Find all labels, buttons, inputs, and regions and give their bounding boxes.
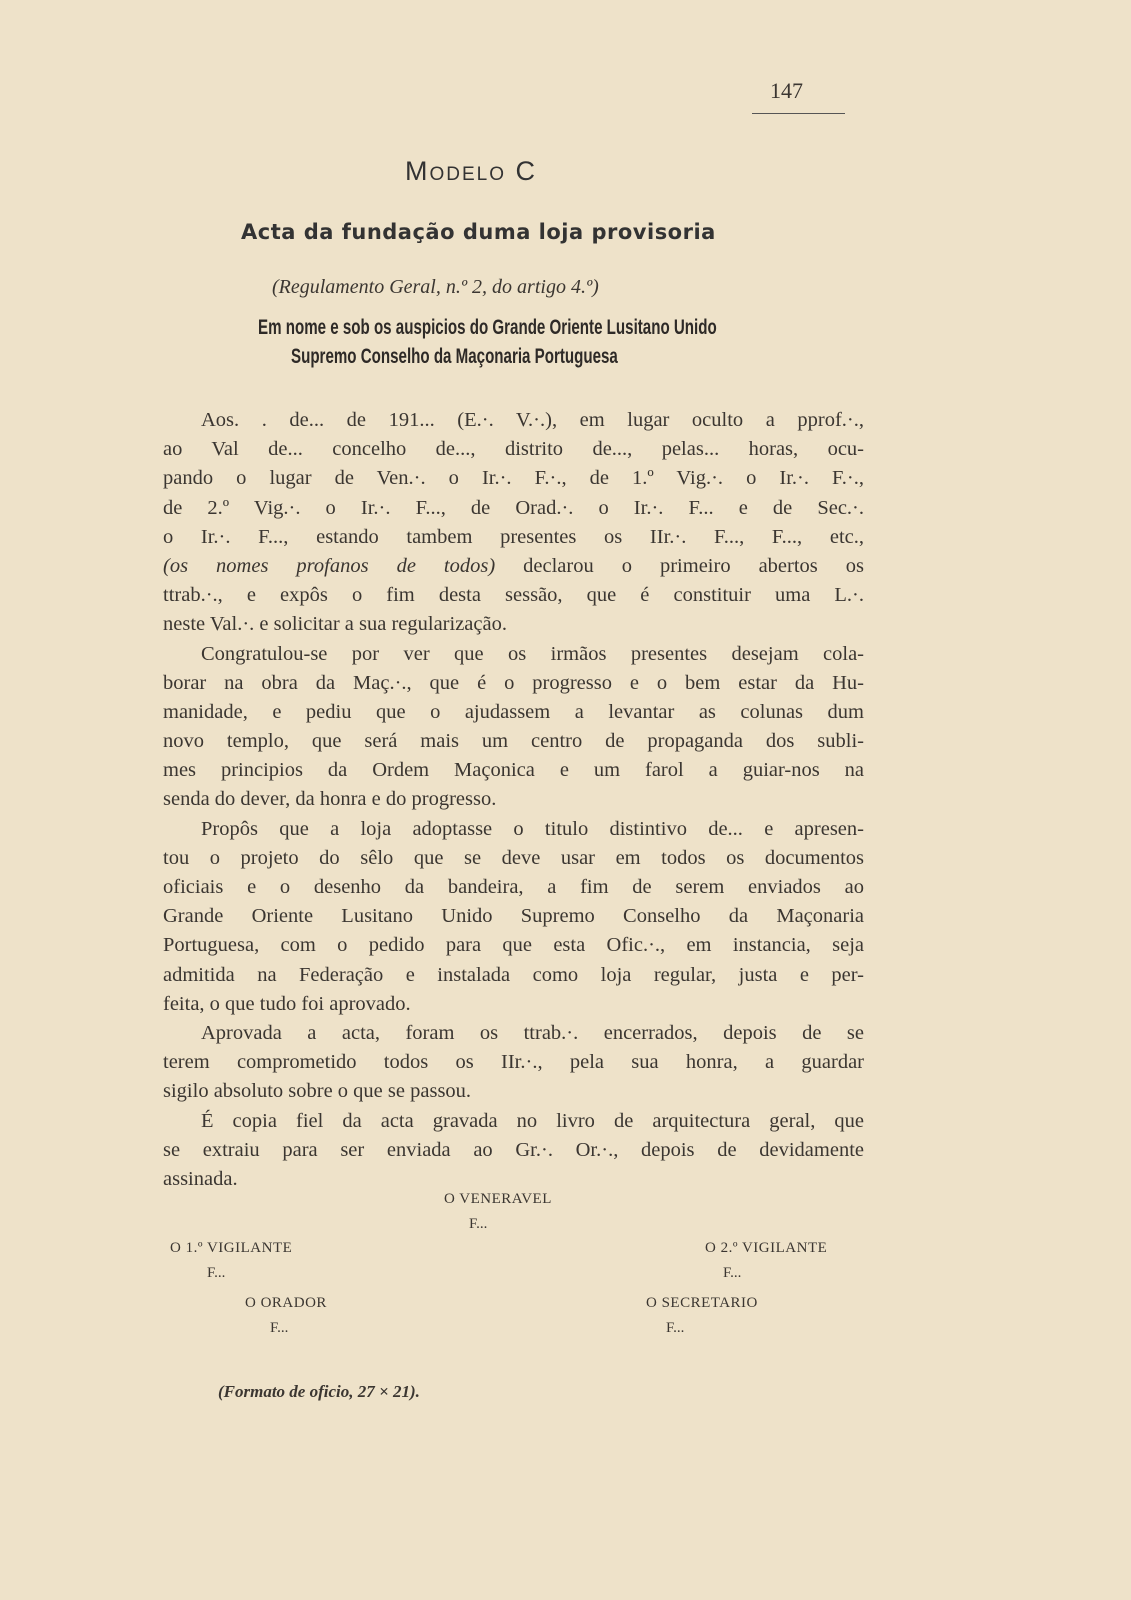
text-line: terem comprometido todos os IIr.·., pela sua honra, a guardar (163, 1051, 864, 1074)
text-line: de 2.º Vig.·. o Ir.·. F..., de Orad.·. o Ir.·. F... e de Sec.·. (163, 496, 864, 519)
text-line: o Ir.·. F..., estando tambem presentes os IIr.·. F..., F..., etc., (163, 525, 864, 548)
heading-line: Supremo Conselho da Maçonaria Portuguesa (291, 345, 618, 368)
signature-role-orador: O ORADOR (245, 1295, 327, 1311)
signature-name-vigilante2: F... (723, 1265, 742, 1281)
text-line: novo templo, que será mais um centro de propaganda dos subli- (163, 730, 864, 753)
format-note: (Formato de oficio, 27 × 21). (218, 1382, 420, 1401)
text-line: admitida na Federação e instalada como loja regular, justa e per- (163, 963, 864, 986)
text-line: senda do dever, da honra e do progresso. (163, 788, 497, 811)
text-line: ao Val de... concelho de..., distrito de..., pelas... horas, ocu- (163, 438, 864, 461)
text-line: neste Val.·. e solicitar a sua regularização. (163, 613, 507, 636)
text-line: borar na obra da Maç.·., que é o progresso e o bem estar da Hu- (163, 671, 864, 694)
document-body (163, 406, 864, 1194)
text-line (163, 552, 864, 581)
signature-role-vigilante1: O 1.º VIGILANTE (170, 1240, 293, 1256)
text-line: assinada. (163, 1167, 238, 1190)
text-line: Grande Oriente Lusitano Unido Supremo Conselho da Maçonaria (163, 905, 864, 928)
text-line: Aos. . de... de 191... (E.·. V.·.), em lugar oculto a pprof.·., (201, 409, 864, 431)
model-label: Modelo C (405, 156, 538, 186)
text-line: Propôs que a loja adoptasse o titulo distintivo de... e apresen- (201, 817, 864, 840)
italic-note: (os nomes profanos de todos) (163, 554, 496, 577)
signature-role-vigilante2: O 2.º VIGILANTE (705, 1240, 828, 1256)
heading-line: Em nome e sob os auspicios do Grande Oriente Lusitano Unido (258, 316, 717, 339)
signature-role-veneravel: O VENERAVEL (444, 1191, 552, 1207)
text-line: se extraiu para ser enviada ao Gr.·. Or.·., depois de devidamente (163, 1138, 864, 1161)
text-line: feita, o que tudo foi aprovado. (163, 992, 411, 1015)
text-line: É copia fiel da acta gravada no livro de arquitectura geral, que (201, 1109, 864, 1132)
text-line: sigilo absoluto sobre o que se passou. (163, 1080, 472, 1103)
text-span: declarou o primeiro abertos os (495, 554, 864, 577)
document-subtitle: (Regulamento Geral, n.º 2, do artigo 4.º) (272, 276, 599, 298)
page-number: 147 (770, 78, 803, 103)
text-line: Congratulou-se por ver que os irmãos presentes desejam cola- (201, 642, 864, 665)
signature-name-orador: F... (270, 1320, 289, 1336)
text-line: oficiais e o desenho da bandeira, a fim de serem enviados ao (163, 876, 864, 898)
text-line: manidade, e pediu que o ajudassem a levantar as colunas dum (163, 700, 864, 723)
text-line: tou o projeto do sêlo que se deve usar em todos os documentos (163, 846, 864, 869)
text-line: ttrab.·., e expôs o fim desta sessão, que é constituir uma L.·. (163, 584, 864, 607)
signature-role-secretario: O SECRETARIO (646, 1295, 758, 1311)
text-line: Portuguesa, com o pedido para que esta Ofic.·., em instancia, seja (163, 934, 864, 957)
text-line: Aprovada a acta, foram os ttrab.·. encerrados, depois de se (201, 1021, 864, 1044)
text-line: pando o lugar de Ven.·. o Ir.·. F.·., de 1.º Vig.·. o Ir.·. F.·., (163, 467, 864, 490)
signature-name-secretario: F... (666, 1320, 685, 1336)
page-number-rule (752, 113, 845, 114)
signature-name-vigilante1: F... (207, 1265, 226, 1281)
text-line: mes principios da Ordem Maçonica e um farol a guiar-nos na (163, 759, 864, 782)
document-title: Acta da fundação duma loja provisoria (241, 220, 716, 244)
signature-name-veneravel: F... (469, 1216, 488, 1232)
